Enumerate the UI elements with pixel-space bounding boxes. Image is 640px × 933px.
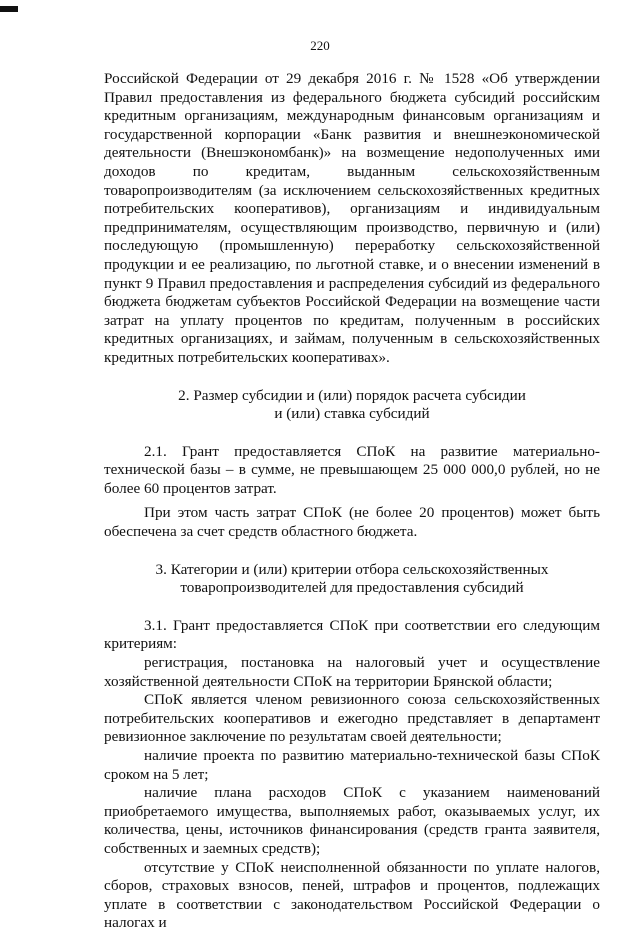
- section-3-heading-line-1: 3. Категории и (или) критерии отбора сельскохозяйственных: [155, 560, 549, 578]
- section-3-heading-line-2: товаропроизводителей для предоставления субсидий: [180, 579, 524, 597]
- section-2-heading-line-1: 2. Размер субсидии и (или) порядок расчета субсидии: [178, 386, 526, 404]
- criterion-development-project: наличие проекта по развитию материально-технической базы СПоК сроком на 5 лет;: [104, 747, 600, 783]
- clause-2-1: 2.1. Грант предоставляется СПоК на развитие материально-технической базы – в сумме, не превышающем 25 000 000,0 рублей, но не более 60 процентов затрат.: [104, 442, 600, 497]
- clause-2-2: При этом часть затрат СПоК (не более 20 процентов) может быть обеспечена за счет средств областного бюджета.: [104, 504, 600, 541]
- criterion-registration: регистрация, постановка на налоговый учет и осуществление хозяйственной деятельности СПоК на территории Брянской области;: [104, 654, 600, 690]
- page-number: 220: [310, 38, 330, 53]
- clause-3-1: 3.1. Грант предоставляется СПоК при соответствии его следующим критериям:: [104, 616, 600, 653]
- document-body: [104, 70, 600, 933]
- intro-paragraph: Российской Федерации от 29 декабря 2016 г. № 1528 «Об утверждении Правил предоставления из федерального бюджета субсидий российским кредитным организациям, международным финансовым организациям и государственной корпорации «Банк развития и внешнеэкономической деятельности (Внешэкономбанк)» на возмещение недополученных ими доходов по кредитам, выданным сельскохозяйственным товаропроизводителям (за исключением сельскохозяйственных кредитных потребительских кооперативов), организациям и индивидуальным предпринимателям, осуществляющим производство, первичную и (или) последующую (промышленную) переработку сельскохозяйственной продукции и ее реализацию, по льготной ставке, и о внесении изменений в пункт 9 Правил предоставления и распределения субсидий из федерального бюджета бюджетам субъектов Российской Федерации на возмещение части затрат на уплату процентов по кредитам, полученным в российских кредитных организациях, и займам, полученным в сельскохозяйственных кредитных потребительских кооперативах».: [104, 70, 600, 366]
- scan-corner-mark: [0, 6, 18, 12]
- criterion-audit-union: СПоК является членом ревизионного союза сельскохозяйственных потребительских кооперативов и ежегодно представляет в департамент ревизионное заключение по результатам своей деятельности;: [104, 691, 600, 746]
- criterion-expense-plan: наличие плана расходов СПоК с указанием наименований приобретаемого имущества, выполняемых работ, оказываемых услуг, их количества, цены, источников финансирования (средств гранта заявителя, собственных и заемных средств);: [104, 784, 600, 857]
- criterion-no-tax-debt: отсутствие у СПоК неисполненной обязанности по уплате налогов, сборов, страховых взносов, пеней, штрафов и процентов, подлежащих уплате в соответствии с законодательством Российской Федерации о налогах и: [104, 858, 600, 932]
- section-2-heading-line-2: и (или) ставка субсидий: [274, 405, 430, 423]
